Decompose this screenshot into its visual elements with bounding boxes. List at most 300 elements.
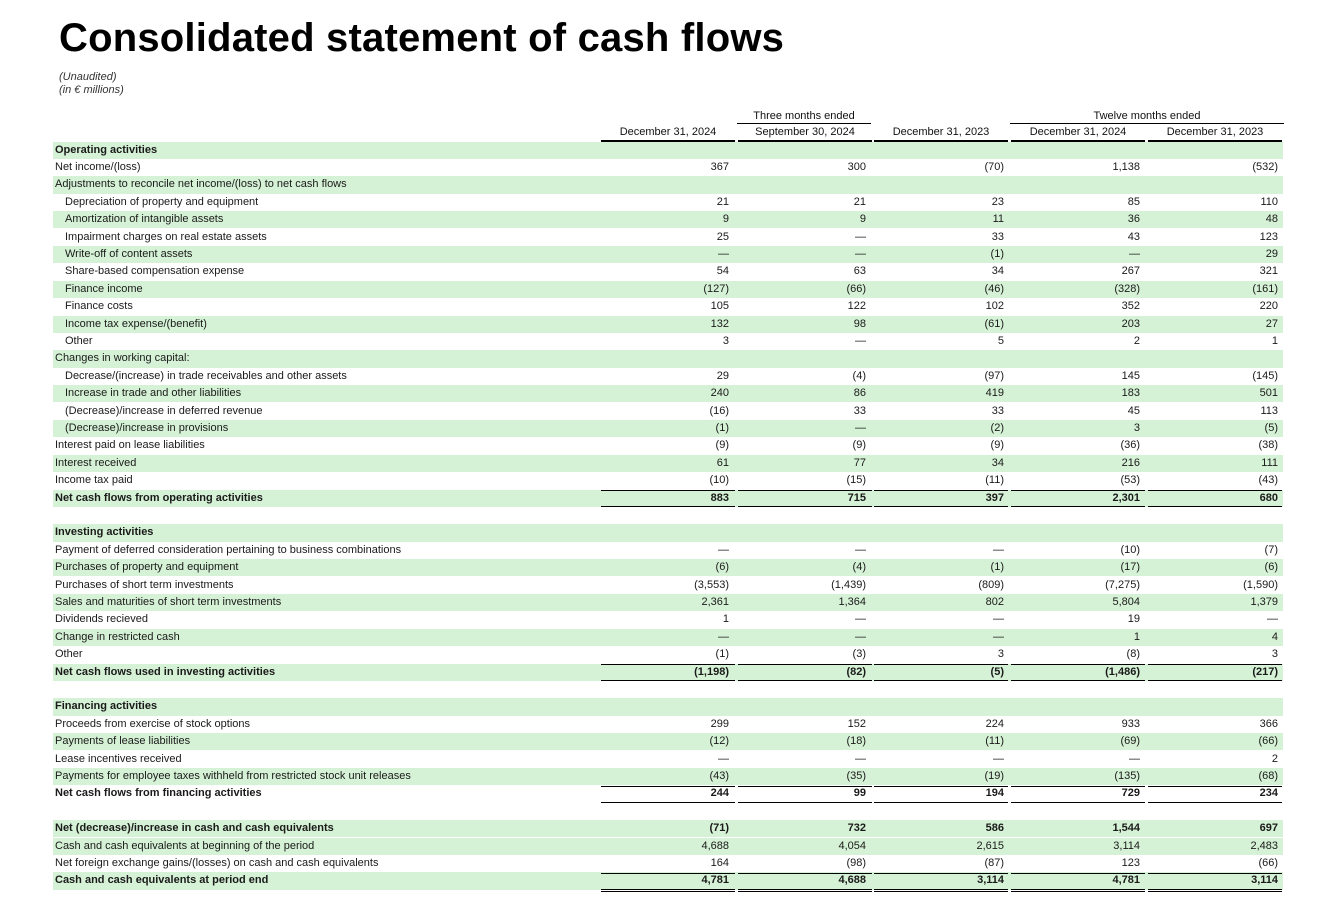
row-value: —	[718, 630, 729, 643]
row-value: 697	[1259, 822, 1278, 835]
row-label: Purchases of property and equipment	[55, 561, 239, 574]
row-value: (66)	[1258, 735, 1278, 748]
row-value: 267	[1121, 265, 1140, 278]
row-label: (Decrease)/increase in deferred revenue	[65, 404, 263, 417]
total-top-rule	[738, 873, 872, 874]
row-value: (127)	[703, 282, 729, 295]
row-value: (8)	[1126, 648, 1140, 661]
column-header: December 31, 2024	[1029, 126, 1127, 138]
row-label: Amortization of intangible assets	[65, 213, 224, 226]
row-value: 299	[710, 717, 729, 730]
row-value: 5	[997, 334, 1004, 347]
row-value: (5)	[990, 665, 1004, 678]
total-top-rule	[874, 786, 1008, 787]
total-bottom-rule	[874, 506, 1008, 507]
row-label: Increase in trade and other liabilities	[65, 387, 242, 400]
total-double-rule	[1011, 891, 1145, 892]
table-row	[53, 611, 1283, 628]
row-value: 3,114	[977, 874, 1004, 887]
total-bottom-rule	[1148, 802, 1282, 803]
row-value: 220	[1259, 300, 1278, 313]
total-top-rule	[738, 786, 872, 787]
row-value: 29	[1265, 247, 1278, 260]
total-bottom-rule	[738, 802, 872, 803]
row-value: 300	[847, 160, 866, 173]
table-row	[53, 403, 1283, 420]
row-value: (43)	[1258, 474, 1278, 487]
row-value	[746, 698, 866, 715]
group-header-three-months: Three months ended	[753, 110, 855, 122]
row-value: —	[718, 543, 729, 556]
row-value: —	[1129, 752, 1140, 765]
table-row	[53, 646, 1283, 663]
total-top-rule	[1148, 873, 1282, 874]
row-value: (71)	[709, 822, 729, 835]
row-value: 23	[991, 195, 1004, 208]
row-label: Change in restricted cash	[55, 630, 180, 643]
total-bottom-rule	[874, 889, 1008, 890]
row-value: 86	[853, 387, 866, 400]
row-label: Investing activities	[55, 526, 154, 539]
row-value	[746, 142, 866, 159]
row-value: 19	[1127, 613, 1140, 626]
total-top-rule	[601, 664, 735, 665]
row-value: 3	[997, 648, 1004, 661]
row-value: (1)	[990, 561, 1004, 574]
row-value	[884, 176, 1004, 193]
column-header: December 31, 2023	[892, 126, 990, 138]
row-label: Write-off of content assets	[65, 247, 193, 260]
row-value: 21	[716, 195, 729, 208]
row-value: —	[993, 752, 1004, 765]
row-label: Finance income	[65, 282, 143, 295]
row-value: (38)	[1258, 439, 1278, 452]
row-value: 2	[1271, 752, 1278, 765]
column-header: December 31, 2024	[619, 126, 717, 138]
row-label: Income tax expense/(benefit)	[65, 317, 207, 330]
row-value	[746, 176, 866, 193]
row-value: 145	[1121, 369, 1140, 382]
row-label: Payment of deferred consideration pertaining to business combinations	[55, 543, 402, 556]
row-value: (145)	[1252, 369, 1278, 382]
row-label: Lease incentives received	[55, 752, 182, 765]
row-value: 85	[1127, 195, 1140, 208]
row-value: (70)	[984, 160, 1004, 173]
group-header-twelve-months: Twelve months ended	[1093, 110, 1201, 122]
row-value: 4,781	[701, 874, 729, 887]
row-value: 4	[1271, 630, 1278, 643]
row-value: 203	[1121, 317, 1140, 330]
table-row	[53, 698, 1283, 715]
row-value: (68)	[1258, 769, 1278, 782]
total-bottom-rule	[601, 506, 735, 507]
row-value	[1020, 350, 1140, 367]
row-value: (6)	[715, 561, 729, 574]
table-row	[53, 733, 1283, 750]
row-value: (15)	[846, 474, 866, 487]
total-top-rule	[874, 490, 1008, 491]
row-value: (61)	[984, 317, 1004, 330]
total-top-rule	[1148, 786, 1282, 787]
row-value: 11	[992, 213, 1004, 226]
row-value: —	[855, 421, 866, 434]
row-value: 113	[1260, 404, 1278, 417]
row-value	[1158, 176, 1278, 193]
table-row	[53, 298, 1283, 315]
row-label: Payments for employee taxes withheld from restricted stock unit releases	[55, 769, 411, 782]
row-value	[1158, 142, 1278, 159]
table-row	[53, 542, 1283, 559]
row-label: Operating activities	[55, 143, 158, 156]
row-label: Cash and cash equivalents at period end	[55, 874, 269, 887]
total-top-rule	[874, 664, 1008, 665]
row-value	[1020, 176, 1140, 193]
row-value: 729	[1121, 787, 1140, 800]
row-value: (328)	[1114, 282, 1140, 295]
row-value: (53)	[1120, 474, 1140, 487]
table-row	[53, 350, 1283, 367]
row-value: (1)	[715, 421, 729, 434]
row-value: 9	[859, 213, 866, 226]
row-value: (12)	[709, 735, 729, 748]
row-label: Net income/(loss)	[55, 160, 141, 173]
row-value: 883	[710, 491, 729, 504]
row-value: 183	[1121, 387, 1140, 400]
row-value: 5,804	[1112, 595, 1140, 608]
total-top-rule	[1011, 664, 1145, 665]
row-value: 802	[985, 595, 1004, 608]
row-value	[1158, 698, 1278, 715]
table-row	[53, 855, 1283, 872]
row-value: 4,688	[701, 839, 729, 852]
total-bottom-rule	[1011, 680, 1145, 681]
total-double-rule	[1148, 891, 1282, 892]
table-row	[53, 751, 1283, 768]
row-value: (5)	[1264, 421, 1278, 434]
row-value: —	[993, 543, 1004, 556]
table-row	[53, 594, 1283, 611]
row-value: 34	[991, 456, 1004, 469]
row-value: 680	[1259, 491, 1278, 504]
table-row	[53, 524, 1283, 541]
row-value: (82)	[846, 665, 866, 678]
row-value: 123	[1259, 230, 1278, 243]
row-value: 54	[716, 265, 729, 278]
row-label: Other	[55, 648, 83, 661]
row-value: 244	[710, 787, 729, 800]
total-top-rule	[738, 664, 872, 665]
row-value	[609, 698, 729, 715]
row-value: —	[855, 752, 866, 765]
row-label: (Decrease)/increase in provisions	[65, 421, 229, 434]
total-top-rule	[601, 786, 735, 787]
row-value: 45	[1127, 404, 1140, 417]
row-value: (809)	[978, 578, 1004, 591]
row-value: 366	[1259, 717, 1278, 730]
table-row	[53, 455, 1283, 472]
row-value: (7)	[1264, 543, 1278, 556]
row-value: (10)	[709, 474, 729, 487]
row-value: 3	[1271, 648, 1278, 661]
row-value: (1)	[990, 247, 1004, 260]
row-value: —	[855, 613, 866, 626]
row-value: —	[993, 613, 1004, 626]
row-label: Net foreign exchange gains/(losses) on cash and cash equivalents	[55, 856, 379, 869]
row-value: 367	[710, 160, 729, 173]
row-value: 152	[847, 717, 866, 730]
row-value: 25	[716, 230, 729, 243]
row-value: (87)	[984, 856, 1004, 869]
row-value: 61	[716, 456, 729, 469]
row-value: (217)	[1252, 665, 1278, 678]
row-label: Net cash flows used in investing activities	[55, 665, 276, 678]
row-value: (11)	[985, 474, 1004, 487]
row-label: Depreciation of property and equipment	[65, 195, 259, 208]
row-label: Changes in working capital:	[55, 352, 190, 365]
total-bottom-rule	[601, 889, 735, 890]
row-value: 48	[1265, 213, 1278, 226]
row-value: —	[993, 630, 1004, 643]
row-value: 4,781	[1112, 874, 1140, 887]
table-row	[53, 263, 1283, 280]
row-label: Finance costs	[65, 300, 133, 313]
row-value: 98	[853, 317, 866, 330]
table-row	[53, 142, 1283, 159]
units-note: (in € millions)	[59, 84, 124, 96]
row-value: (9)	[990, 439, 1004, 452]
row-value: (4)	[852, 369, 866, 382]
row-value: 9	[722, 213, 729, 226]
page-title: Consolidated statement of cash flows	[59, 16, 785, 60]
total-bottom-rule	[738, 506, 872, 507]
table-row	[53, 472, 1283, 489]
row-value: —	[855, 543, 866, 556]
row-value: 586	[985, 822, 1004, 835]
total-bottom-rule	[1148, 506, 1282, 507]
row-value: 1	[1133, 630, 1140, 643]
total-bottom-rule	[738, 889, 872, 890]
row-value: 164	[710, 856, 729, 869]
total-top-rule	[1148, 664, 1282, 665]
table-row	[53, 872, 1283, 889]
row-label: Decrease/(increase) in trade receivables and other assets	[65, 369, 347, 382]
row-label: Adjustments to reconcile net income/(loss) to net cash flows	[55, 178, 347, 191]
row-value: (2)	[990, 421, 1004, 434]
table-row	[53, 246, 1283, 263]
column-header: December 31, 2023	[1166, 126, 1264, 138]
table-row	[53, 368, 1283, 385]
total-double-rule	[601, 891, 735, 892]
row-value: (9)	[715, 439, 729, 452]
row-value: 2	[1133, 334, 1140, 347]
row-value	[609, 350, 729, 367]
row-value	[609, 524, 729, 541]
row-value: (36)	[1120, 439, 1140, 452]
row-value: 123	[1121, 856, 1140, 869]
row-value: 99	[853, 787, 866, 800]
row-value: (135)	[1114, 769, 1140, 782]
row-value	[746, 350, 866, 367]
row-value: (1)	[715, 648, 729, 661]
row-value: 3	[722, 334, 729, 347]
row-label: Dividends recieved	[55, 613, 148, 626]
row-value: 933	[1121, 717, 1140, 730]
row-value: 77	[853, 456, 866, 469]
table-row	[53, 629, 1283, 646]
row-value: 194	[985, 787, 1004, 800]
row-value: (17)	[1120, 561, 1140, 574]
row-value: (4)	[852, 561, 866, 574]
row-value	[884, 350, 1004, 367]
total-top-rule	[1011, 490, 1145, 491]
total-top-rule	[601, 873, 735, 874]
row-value: 2,301	[1112, 491, 1140, 504]
row-value: (18)	[846, 735, 866, 748]
row-value: 419	[985, 387, 1004, 400]
table-row	[53, 316, 1283, 333]
row-value	[884, 698, 1004, 715]
total-bottom-rule	[1148, 889, 1282, 890]
row-value: 110	[1260, 195, 1278, 208]
row-value: 224	[985, 717, 1004, 730]
row-value: (9)	[852, 439, 866, 452]
row-value: 3,114	[1251, 874, 1278, 887]
total-top-rule	[1148, 490, 1282, 491]
row-value: (7,275)	[1105, 578, 1140, 591]
table-row	[53, 159, 1283, 176]
table-row	[53, 420, 1283, 437]
total-bottom-rule	[1011, 889, 1145, 890]
row-value: 352	[1121, 300, 1140, 313]
row-label: Sales and maturities of short term investments	[55, 595, 282, 608]
table-row	[53, 577, 1283, 594]
row-value: (532)	[1252, 160, 1278, 173]
row-value: 3	[1133, 421, 1140, 434]
table-row	[53, 664, 1283, 681]
row-value: 240	[710, 387, 729, 400]
row-value: 4,688	[838, 874, 866, 887]
row-value: —	[855, 630, 866, 643]
row-value: 1,544	[1112, 822, 1140, 835]
row-value: (66)	[1258, 856, 1278, 869]
row-value: (46)	[984, 282, 1004, 295]
table-row	[53, 716, 1283, 733]
total-top-rule	[1011, 786, 1145, 787]
total-top-rule	[874, 873, 1008, 874]
row-value	[746, 524, 866, 541]
row-value: 321	[1259, 265, 1278, 278]
row-value: —	[855, 230, 866, 243]
row-value: 715	[847, 491, 866, 504]
row-label: Interest paid on lease liabilities	[55, 439, 205, 452]
row-value: 234	[1259, 787, 1278, 800]
total-bottom-rule	[601, 680, 735, 681]
row-value: 33	[991, 404, 1004, 417]
table-row	[53, 194, 1283, 211]
row-value: 3,114	[1113, 839, 1140, 852]
row-value: 63	[853, 265, 866, 278]
row-value: 732	[847, 822, 866, 835]
row-label: Interest received	[55, 456, 137, 469]
column-header: September 30, 2024	[755, 126, 855, 138]
row-label: Impairment charges on real estate assets	[65, 230, 267, 243]
table-row	[53, 768, 1283, 785]
row-value: 1,138	[1112, 160, 1140, 173]
row-value: 216	[1121, 456, 1140, 469]
total-top-rule	[601, 490, 735, 491]
row-label: Cash and cash equivalents at beginning of the period	[55, 839, 315, 852]
table-row	[53, 820, 1283, 837]
total-bottom-rule	[1148, 680, 1282, 681]
row-value: (1,590)	[1243, 578, 1278, 591]
row-value: —	[1267, 613, 1278, 626]
row-value: (6)	[1264, 561, 1278, 574]
row-value: (3,553)	[694, 578, 729, 591]
row-value: (161)	[1252, 282, 1278, 295]
table-row	[53, 229, 1283, 246]
row-value: 397	[985, 491, 1004, 504]
row-value: (11)	[985, 735, 1004, 748]
row-label: Net cash flows from financing activities	[55, 787, 262, 800]
row-value: (66)	[846, 282, 866, 295]
row-value: —	[855, 247, 866, 260]
row-label: Net (decrease)/increase in cash and cash equivalents	[55, 822, 334, 835]
row-value	[1158, 350, 1278, 367]
row-value: 2,483	[1250, 839, 1278, 852]
total-bottom-rule	[738, 680, 872, 681]
row-value: 122	[847, 300, 866, 313]
row-value	[1020, 142, 1140, 159]
table-row	[53, 176, 1283, 193]
row-value: 43	[1127, 230, 1140, 243]
row-value: 33	[853, 404, 866, 417]
row-value: 102	[985, 300, 1004, 313]
row-label: Financing activities	[55, 700, 158, 713]
row-value: 27	[1265, 317, 1278, 330]
row-value: (1,486)	[1105, 665, 1140, 678]
row-value	[609, 142, 729, 159]
total-bottom-rule	[1011, 802, 1145, 803]
row-value: (43)	[709, 769, 729, 782]
row-value: (1,439)	[831, 578, 866, 591]
row-value: —	[718, 752, 729, 765]
table-row	[53, 838, 1283, 855]
table-row	[53, 559, 1283, 576]
table-row	[53, 211, 1283, 228]
total-bottom-rule	[874, 802, 1008, 803]
row-value: (1,198)	[694, 665, 729, 678]
row-value: (35)	[846, 769, 866, 782]
row-label: Income tax paid	[55, 474, 133, 487]
row-value: —	[1129, 247, 1140, 260]
total-top-rule	[738, 490, 872, 491]
row-value: 33	[991, 230, 1004, 243]
table-row	[53, 490, 1283, 507]
total-top-rule	[1011, 873, 1145, 874]
row-value: (10)	[1120, 543, 1140, 556]
row-value: (16)	[709, 404, 729, 417]
total-bottom-rule	[1011, 506, 1145, 507]
total-bottom-rule	[601, 802, 735, 803]
table-row	[53, 385, 1283, 402]
row-value: —	[855, 334, 866, 347]
row-value: (98)	[846, 856, 866, 869]
row-value	[1158, 524, 1278, 541]
row-value: 2,615	[976, 839, 1004, 852]
row-value: 34	[991, 265, 1004, 278]
row-label: Payments of lease liabilities	[55, 735, 191, 748]
table-row	[53, 437, 1283, 454]
